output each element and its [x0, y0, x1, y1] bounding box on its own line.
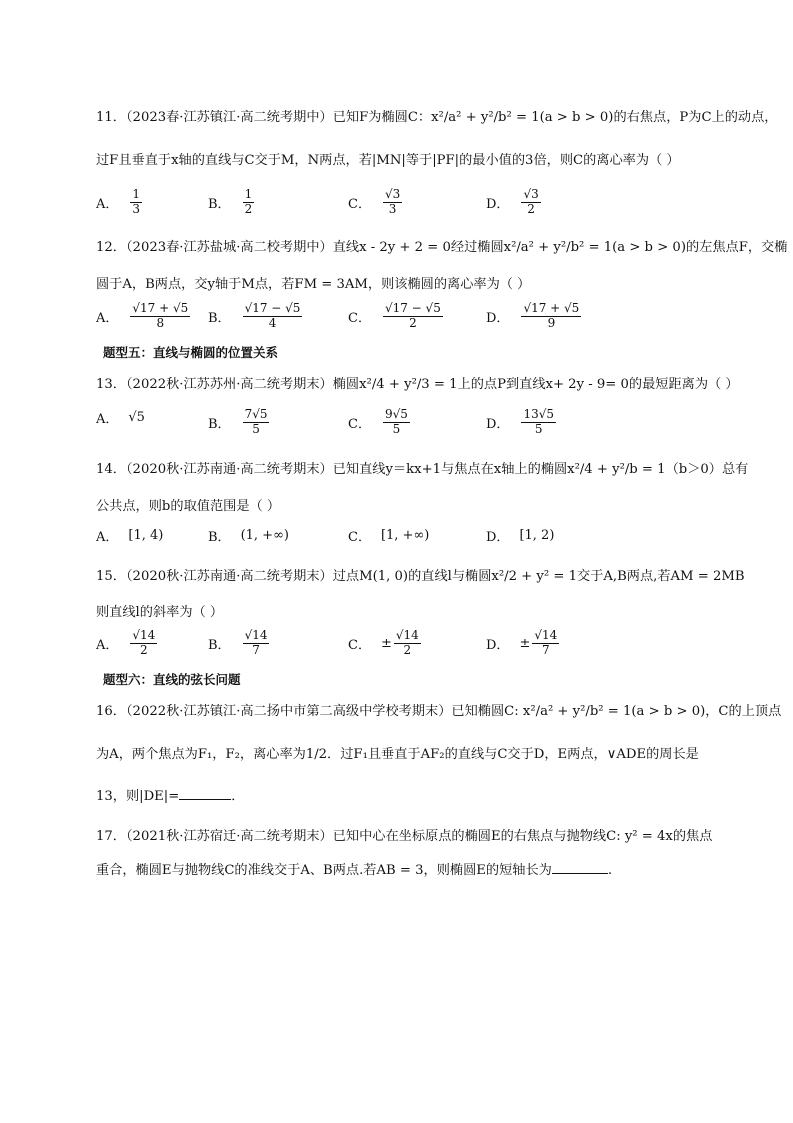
question-12-line-2: 圆于A，B两点，交y轴于M点，若FM = 3AM，则该椭圆的离心率为（ ） — [96, 277, 531, 292]
option-d: D． ± $\frac{√14}{7}$ — [486, 628, 558, 657]
question-16-line-3: 13，则|DE|= ． — [96, 789, 245, 804]
question-14-line-1: 14．（2020秋·江苏南通·高二统考期末）已知直线y＝kx+1与焦点在x轴上的椭圆x²/4 + y²/b = 1（b＞0）总有 — [96, 462, 749, 477]
question-12-line-1: 12．（2023春·江苏盐城·高二校考期中）直线x - 2y + 2 = 0经过椭圆x²/a² + y²/b² = 1(a > b > 0)的左焦点F，交椭 — [96, 240, 788, 255]
section-heading-5: 题型五：直线与椭圆的位置关系 — [103, 345, 279, 360]
option-b: B． $\frac{7√5}{5}$ — [208, 407, 268, 436]
option-c: C． [1, +∞) — [348, 528, 430, 545]
question-16-line-2: 为A，两个焦点为F₁，F₂，离心率为1/2．过F₁且垂直于AF₂的直线与C交于D，E两点，∨ADE的周长是 — [96, 747, 699, 762]
option-b: B． $\frac{1}{2}$ — [208, 187, 253, 216]
option-a: A． $\frac{1}{3}$ — [96, 187, 141, 216]
answer-blank[interactable] — [179, 787, 231, 800]
option-c: C． $\frac{9√5}{5}$ — [348, 407, 408, 436]
option-c: C． $\frac{√17 - √5}{2}$ — [348, 301, 441, 330]
section-heading-6: 题型六：直线的弦长问题 — [103, 672, 241, 687]
question-14-line-2: 公共点，则b的取值范围是（ ） — [96, 499, 281, 514]
option-a: A． $\frac{√14}{2}$ — [96, 628, 156, 657]
question-17-line-2: 重合，椭圆E与抛物线C的准线交于A、B两点.若AB = 3，则椭圆E的短轴长为 . — [96, 863, 613, 878]
question-13-line-1: 13．（2022秋·江苏苏州·高二统考期末）椭圆x²/4 + y²/3 = 1上的点P到直线x+ 2y - 9= 0的最短距离为（ ） — [96, 377, 739, 392]
question-15-line-1: 15．（2020秋·江苏南通·高二统考期末）过点M(1, 0)的直线l与椭圆x²/2 + y² = 1交于A,B两点,若AM = 2MB — [96, 569, 745, 584]
option-a: A． $\frac{√17 + √5}{8}$ — [96, 301, 189, 330]
question-11-line-2: 过F且垂直于x轴的直线与C交于M，N两点，若|MN|等于|PF|的最小值的3倍，则C的离心率为（ ） — [96, 153, 680, 168]
option-a: A． √5 — [96, 410, 145, 427]
option-a: A． [1, 4) — [96, 528, 164, 545]
option-d: D． $\frac{√17 + √5}{9}$ — [486, 301, 580, 330]
option-b: B． (1, +∞) — [208, 528, 289, 545]
option-d: D． $\frac{√3}{2}$ — [486, 187, 539, 216]
question-16-line-1: 16．（2022秋·江苏镇江·高二扬中市第二高级中学校考期末）已知椭圆C: x²/a² + y²/b² = 1(a > b > 0)，C的上顶点 — [96, 704, 782, 719]
option-c: C． ± $\frac{√14}{2}$ — [348, 628, 419, 657]
question-15-line-2: 则直线l的斜率为（ ） — [96, 605, 224, 620]
option-d: D． [1, 2) — [486, 528, 555, 545]
option-c: C． $\frac{√3}{3}$ — [348, 187, 401, 216]
question-11-line-1: 11．（2023春·江苏镇江·高二统考期中）已知F为椭圆C：x²/a² + y²/b² = 1(a > b > 0)的右焦点，P为C上的动点， — [96, 110, 778, 125]
option-b: B． $\frac{√14}{7}$ — [208, 628, 268, 657]
answer-blank[interactable] — [552, 861, 608, 874]
question-17-line-1: 17．（2021秋·江苏宿迁·高二统考期末）已知中心在坐标原点的椭圆E的右焦点与抛物线C: y² = 4x的焦点 — [96, 829, 713, 844]
option-b: B． $\frac{√17 - √5}{4}$ — [208, 301, 301, 330]
option-d: D． $\frac{13√5}{5}$ — [486, 407, 554, 436]
